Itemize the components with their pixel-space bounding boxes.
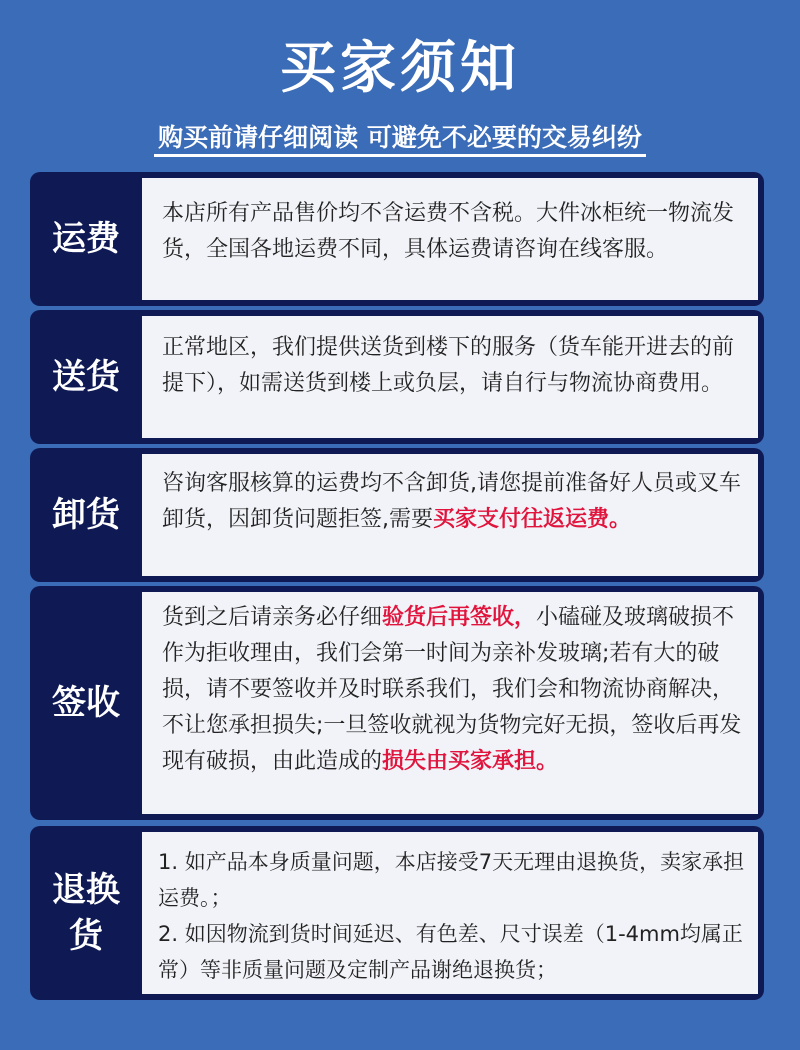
unloading-highlight: 买家支付往返运费。	[433, 507, 632, 532]
section-content-signing	[142, 592, 758, 814]
section-returns	[30, 826, 764, 1000]
section-delivery	[30, 310, 764, 444]
unloading-text: 咨询客服核算的运费均不含卸货,请您提前准备好人员或叉车卸货，因卸货问题拒签,需要	[162, 471, 741, 532]
section-label-signing: 签收	[52, 683, 120, 723]
signing-text-1: 货到之后请亲务必仔细	[162, 605, 383, 630]
section-label-delivery: 送货	[52, 357, 120, 397]
section-label-returns	[30, 826, 142, 1000]
section-content-returns	[142, 832, 758, 994]
signing-highlight-1: 验货后再签收，	[382, 605, 537, 630]
section-shipping	[30, 172, 764, 306]
page-subtitle	[0, 120, 800, 156]
returns-label-line2: 货	[69, 916, 103, 956]
page-title: 买家须知	[280, 36, 520, 101]
section-label-shipping: 运费	[52, 219, 120, 259]
returns-item-2: 2. 如因物流到货时间延迟、有色差、尺寸误差（1-4mm均属正常）等非质量问题及定制产品谢绝退换货；	[158, 922, 743, 982]
signing-highlight-2: 损失由买家承担。	[382, 749, 559, 774]
section-signing	[30, 586, 764, 820]
subtitle-text: 购买前请仔细阅读 可避免不必要的交易纠纷	[154, 123, 646, 157]
returns-item-1: 1. 如产品本身质量问题，本店接受7天无理由退换货，卖家承担运费。；	[158, 850, 745, 910]
signing-text-2: 小磕碰及玻璃破损不作为拒收理由，我们会第一时间为亲补发玻璃;若有大的破损，请不要签收并及时联系我们，我们会和物流协商解决，不让您承担损失;一旦签收就视为货物完好无损，签收后再发现有破损，由此造成的	[162, 605, 742, 774]
returns-label-line1: 退换	[52, 870, 120, 910]
section-content-shipping: 本店所有产品售价均不含运费不含税。大件冰柜统一物流发货，全国各地运费不同，具体运费请咨询在线客服。	[142, 178, 758, 300]
section-unloading	[30, 448, 764, 582]
section-content-delivery: 正常地区，我们提供送货到楼下的服务（货车能开进去的前提下），如需送货到楼上或负层，请自行与物流协商费用。	[142, 316, 758, 438]
section-content-unloading	[142, 454, 758, 576]
section-label-unloading: 卸货	[52, 495, 120, 535]
